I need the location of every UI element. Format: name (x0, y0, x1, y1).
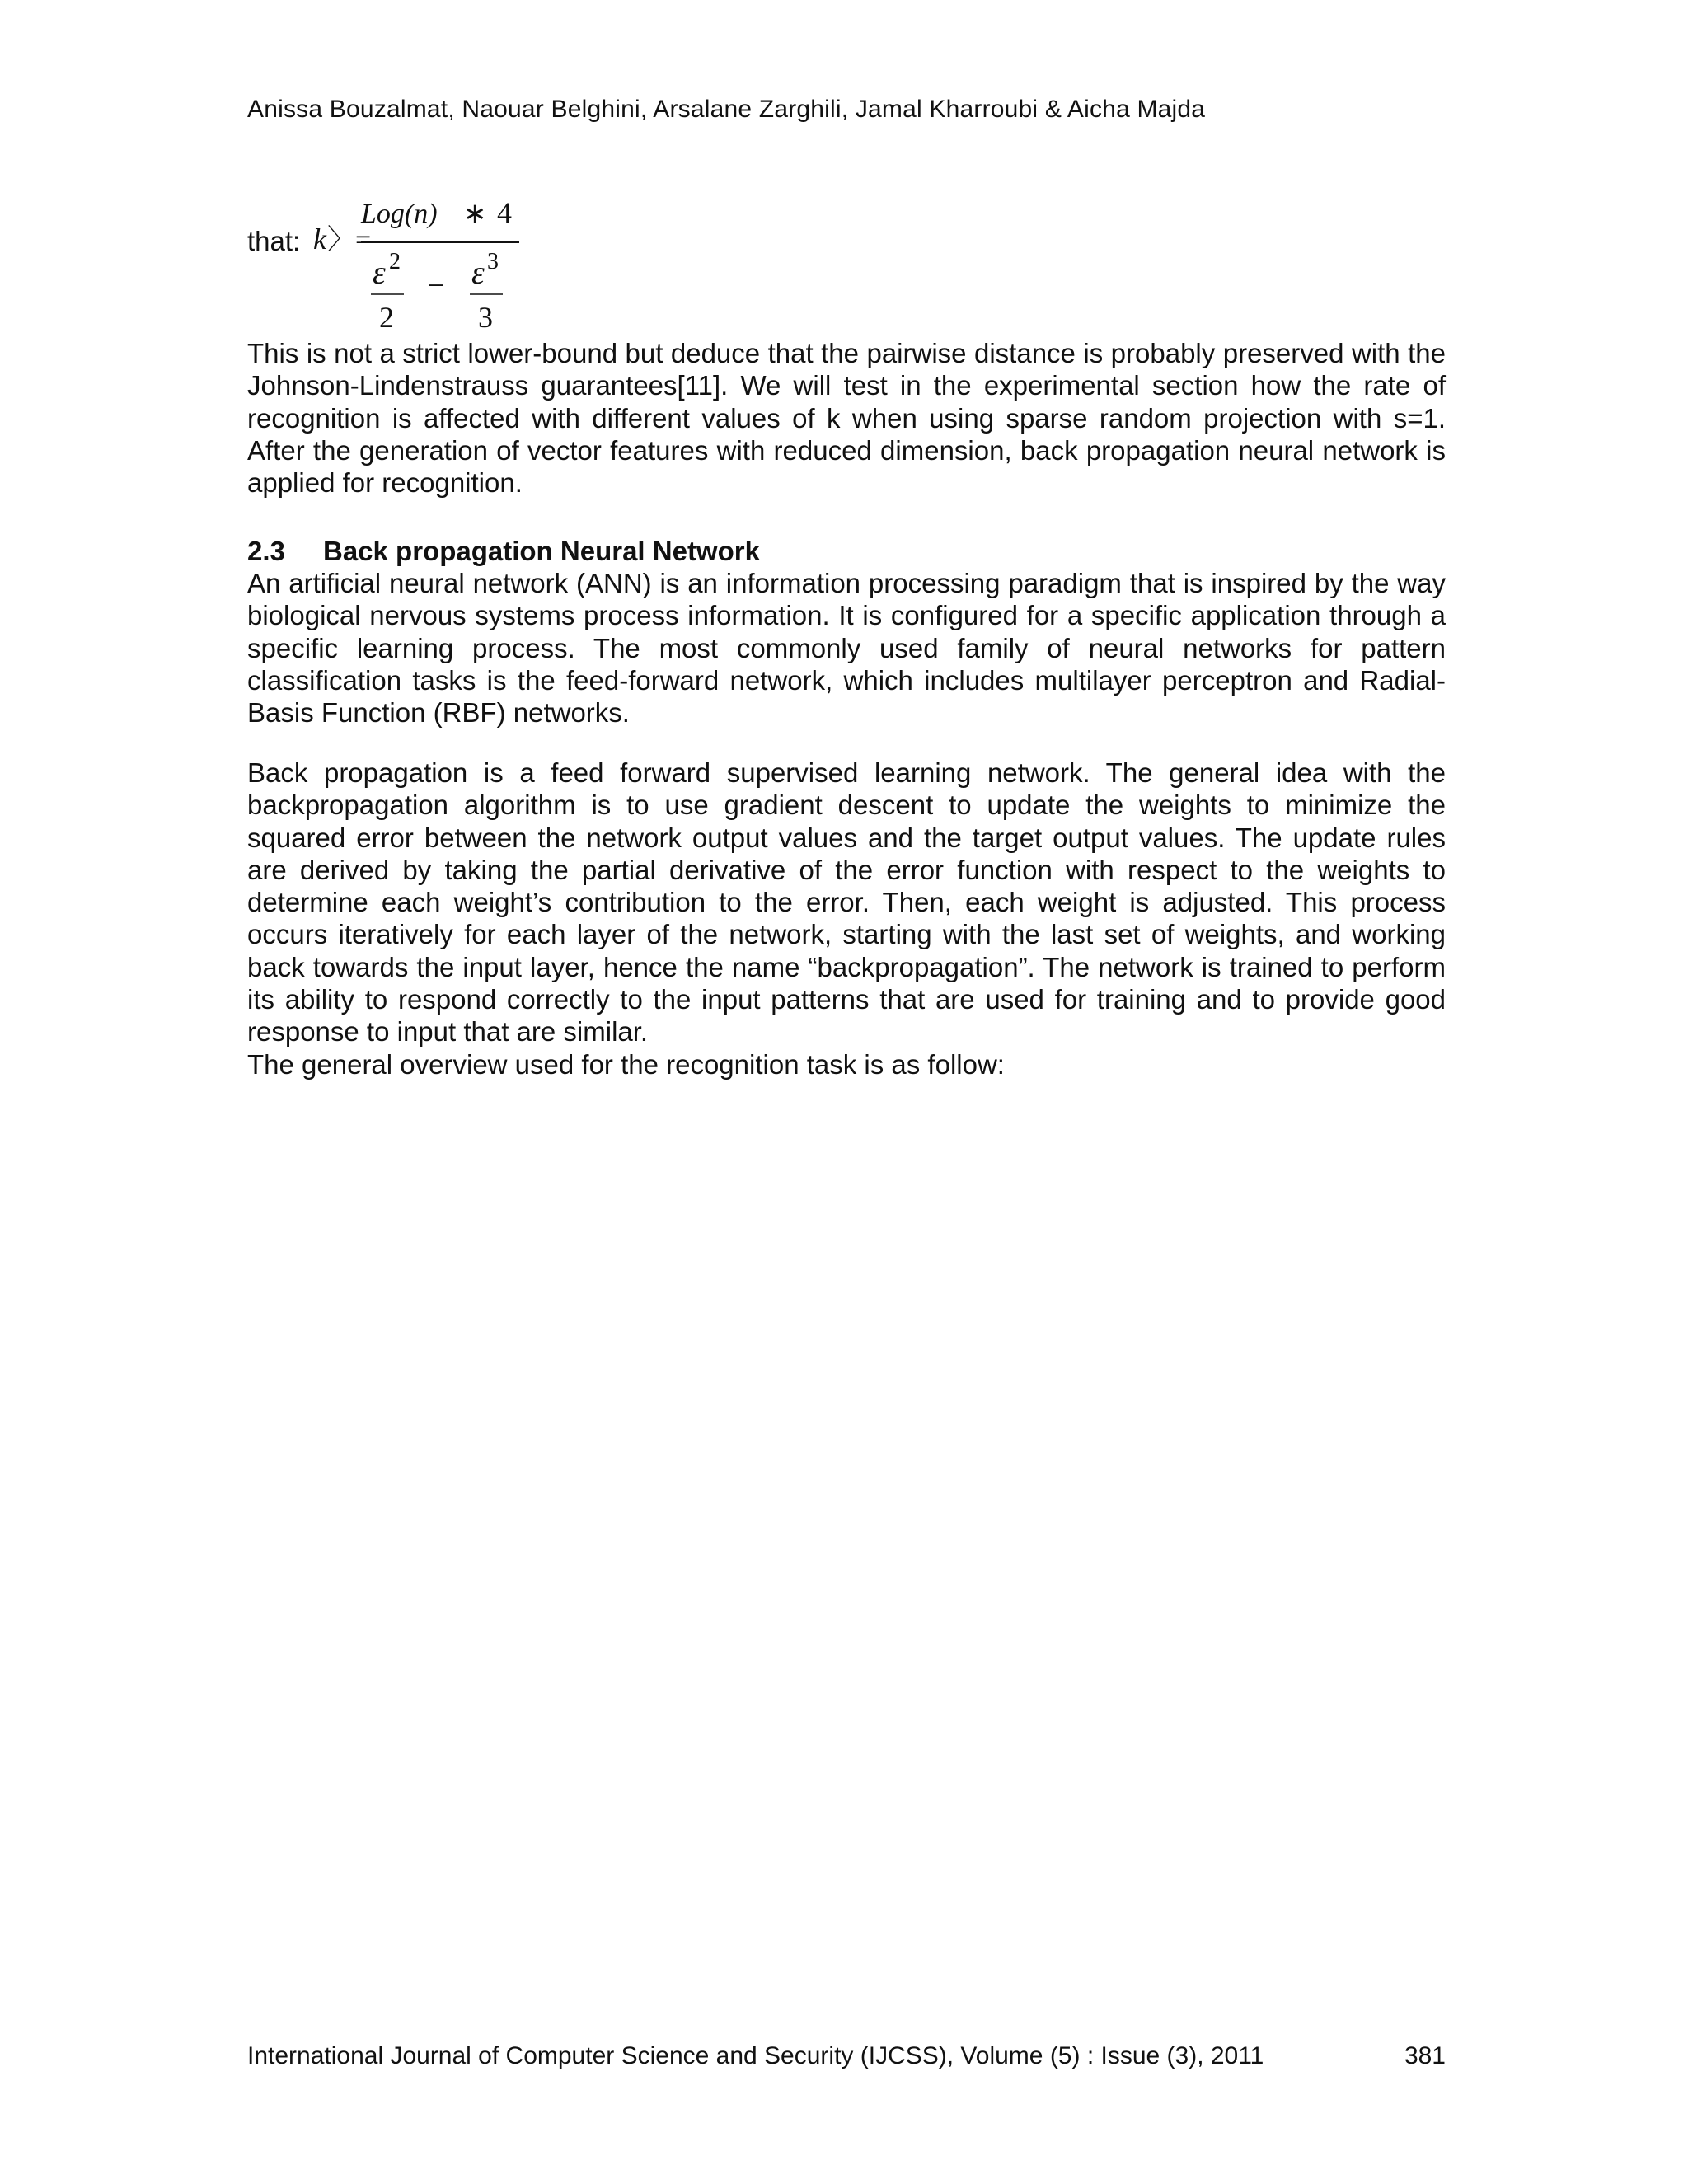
formula-exponent-3: 3 (487, 249, 499, 274)
formula-svg (247, 198, 593, 338)
formula-denominator-3: 3 (478, 301, 493, 334)
section-number: 2.3 (247, 536, 285, 566)
footer-journal-citation: International Journal of Computer Science and Security (IJCSS), Volume (5) : Issue (3), 2011 (247, 2042, 1264, 2069)
paragraph-overview-lead: The general overview used for the recognition task is as follow: (247, 1049, 1005, 1080)
formula-lead-text: that: (247, 226, 301, 256)
section-title: Back propagation Neural Network (323, 536, 760, 566)
formula-relation: 〉= (327, 225, 372, 255)
formula-minus: − (428, 269, 445, 302)
formula-denominator-2: 2 (379, 301, 394, 334)
paragraph-jl-guarantee: This is not a strict lower-bound but deduce that the pairwise distance is probably preserved with the Johnson-Lindenstrauss guarantees[11]. We will test in the experimental section how the rate of recognition is affected with different values of k when using sparse random projection with s=1. After the generation of vector features with reduced dimension, back propagation neural network is applied for recognition. (247, 338, 1446, 499)
formula-numerator-times: ∗ (463, 199, 487, 229)
formula-lhs-k: k (313, 223, 326, 255)
footer-page-number: 381 (1404, 2042, 1446, 2069)
paragraph-backpropagation: Back propagation is a feed forward supervised learning network. The general idea with the backpropagation algorithm is to use gradient descent to update the weights to minimize the squared error between the network output values and the target output values. The update rules are derived by taking the partial derivative of the error function with respect to the weights to determine each weight’s contribution to the error. Then, each weight is adjusted. This process occurs iteratively for each layer of the network, starting with the last set of weights, and working back towards the input layer, hence the name “backpropagation”. The network is trained to perform its ability to respond correctly to the input patterns that are used for training and to provide good response to input that are similar. (247, 757, 1446, 1047)
formula-k-lower-bound (247, 198, 593, 338)
formula-numerator-four: 4 (497, 196, 512, 229)
paragraph-ann-intro: An artificial neural network (ANN) is an information processing paradigm that is inspired by the way biological nervous systems process information. It is configured for a specific application through a specific learning process. The most commonly used family of neural networks for pattern classification tasks is the feed-forward network, which includes multilayer perceptron and Radial-Basis Function (RBF) networks. (247, 568, 1446, 729)
formula-epsilon-1: ε (373, 254, 386, 291)
formula-exponent-2: 2 (389, 249, 401, 274)
section-heading (247, 535, 760, 567)
formula-epsilon-2: ε (471, 254, 485, 291)
formula-numerator-log: Log(n) (361, 199, 438, 229)
running-header-authors: Anissa Bouzalmat, Naouar Belghini, Arsalane Zarghili, Jamal Kharroubi & Aicha Majda (247, 96, 1206, 123)
